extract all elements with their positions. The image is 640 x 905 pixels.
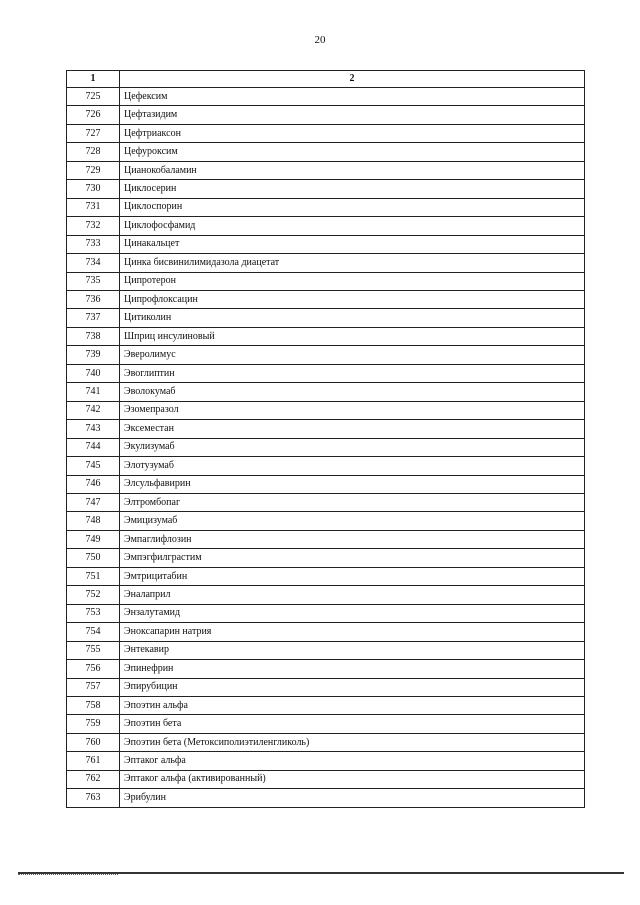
drug-name: Цинка бисвинилимидазола диацетат: [120, 254, 585, 272]
table-row: [67, 88, 585, 106]
drug-name: Цефтазидим: [120, 106, 585, 124]
drug-name: Цинакальцет: [120, 235, 585, 253]
row-number: 761: [67, 752, 120, 770]
row-number: 763: [67, 789, 120, 807]
drug-name: Эмпаглифлозин: [120, 530, 585, 548]
table-row: [67, 364, 585, 382]
table-row: [67, 457, 585, 475]
row-number: 738: [67, 327, 120, 345]
table-row: [67, 438, 585, 456]
drug-name: Эноксапарин натрия: [120, 623, 585, 641]
table-row: [67, 235, 585, 253]
drug-name: Ципрофлоксацин: [120, 290, 585, 308]
row-number: 762: [67, 770, 120, 788]
row-number: 728: [67, 143, 120, 161]
row-number: 751: [67, 567, 120, 585]
table-row: [67, 475, 585, 493]
drug-name: Эверолимус: [120, 346, 585, 364]
table-row: [67, 180, 585, 198]
row-number: 758: [67, 696, 120, 714]
row-number: 734: [67, 254, 120, 272]
row-number: 730: [67, 180, 120, 198]
drug-name: Шприц инсулиновый: [120, 327, 585, 345]
table-row: [67, 752, 585, 770]
table-row: [67, 715, 585, 733]
drug-name: Эпоэтин бета (Метоксиполиэтиленгликоль): [120, 733, 585, 751]
drug-name: Циклофосфамид: [120, 217, 585, 235]
row-number: 727: [67, 124, 120, 142]
table-row: [67, 420, 585, 438]
drug-name: Эрибулин: [120, 789, 585, 807]
row-number: 733: [67, 235, 120, 253]
drug-name: Экулизумаб: [120, 438, 585, 456]
row-number: 753: [67, 604, 120, 622]
drug-name: Эзомепразол: [120, 401, 585, 419]
row-number: 760: [67, 733, 120, 751]
table-row: [67, 623, 585, 641]
drug-name: Циклоспорин: [120, 198, 585, 216]
column-header-name: 2: [120, 71, 585, 88]
table-row: [67, 549, 585, 567]
table-row: [67, 733, 585, 751]
table-row: [67, 530, 585, 548]
row-number: 735: [67, 272, 120, 290]
row-number: 747: [67, 493, 120, 511]
drug-name: Элсульфавирин: [120, 475, 585, 493]
table-row: [67, 401, 585, 419]
drug-name: Цианокобаламин: [120, 161, 585, 179]
row-number: 757: [67, 678, 120, 696]
row-number: 748: [67, 512, 120, 530]
drug-name: Эпоэтин бета: [120, 715, 585, 733]
table-row: [67, 346, 585, 364]
table-row: [67, 641, 585, 659]
bottom-scan-artifact: [18, 874, 118, 875]
drug-name: Эволокумаб: [120, 383, 585, 401]
table-row: [67, 254, 585, 272]
row-number: 726: [67, 106, 120, 124]
table-row: [67, 789, 585, 807]
row-number: 754: [67, 623, 120, 641]
row-number: 742: [67, 401, 120, 419]
row-number: 746: [67, 475, 120, 493]
row-number: 743: [67, 420, 120, 438]
row-number: 750: [67, 549, 120, 567]
row-number: 740: [67, 364, 120, 382]
row-number: 759: [67, 715, 120, 733]
drug-name: Эптаког альфа (активированный): [120, 770, 585, 788]
drug-name: Эптаког альфа: [120, 752, 585, 770]
row-number: 745: [67, 457, 120, 475]
table-row: [67, 567, 585, 585]
drug-name: Эналаприл: [120, 586, 585, 604]
table-row: [67, 217, 585, 235]
table-row: [67, 143, 585, 161]
column-header-number: 1: [67, 71, 120, 88]
row-number: 756: [67, 660, 120, 678]
drug-name: Циклосерин: [120, 180, 585, 198]
drug-name: Цефексим: [120, 88, 585, 106]
drug-name: Эпинефрин: [120, 660, 585, 678]
row-number: 732: [67, 217, 120, 235]
row-number: 725: [67, 88, 120, 106]
drug-name: Энтекавир: [120, 641, 585, 659]
drug-list-table: [66, 70, 585, 808]
table-row: [67, 493, 585, 511]
table-header-row: [67, 71, 585, 88]
drug-name: Эвоглиптин: [120, 364, 585, 382]
drug-name: Энзалутамид: [120, 604, 585, 622]
table-row: [67, 327, 585, 345]
row-number: 737: [67, 309, 120, 327]
drug-name: Цефуроксим: [120, 143, 585, 161]
row-number: 752: [67, 586, 120, 604]
table-row: [67, 309, 585, 327]
drug-name: Эпирубицин: [120, 678, 585, 696]
row-number: 749: [67, 530, 120, 548]
drug-name: Элтромбопаг: [120, 493, 585, 511]
table-row: [67, 290, 585, 308]
table-row: [67, 124, 585, 142]
table-row: [67, 272, 585, 290]
drug-name: Цитиколин: [120, 309, 585, 327]
drug-name: Элотузумаб: [120, 457, 585, 475]
table-row: [67, 383, 585, 401]
drug-name: Ципротерон: [120, 272, 585, 290]
table-row: [67, 604, 585, 622]
table-row: [67, 770, 585, 788]
table-row: [67, 512, 585, 530]
drug-name: Эксеместан: [120, 420, 585, 438]
drug-name: Цефтриаксон: [120, 124, 585, 142]
row-number: 755: [67, 641, 120, 659]
table-row: [67, 660, 585, 678]
row-number: 741: [67, 383, 120, 401]
table-row: [67, 678, 585, 696]
drug-name: Эпоэтин альфа: [120, 696, 585, 714]
table-row: [67, 161, 585, 179]
drug-name: Эмтрицитабин: [120, 567, 585, 585]
page-number: 20: [314, 34, 326, 46]
row-number: 736: [67, 290, 120, 308]
row-number: 739: [67, 346, 120, 364]
drug-name: Эмпэгфилграстим: [120, 549, 585, 567]
row-number: 729: [67, 161, 120, 179]
table-row: [67, 586, 585, 604]
row-number: 731: [67, 198, 120, 216]
table-row: [67, 106, 585, 124]
drug-name: Эмицизумаб: [120, 512, 585, 530]
table-row: [67, 696, 585, 714]
row-number: 744: [67, 438, 120, 456]
table-row: [67, 198, 585, 216]
